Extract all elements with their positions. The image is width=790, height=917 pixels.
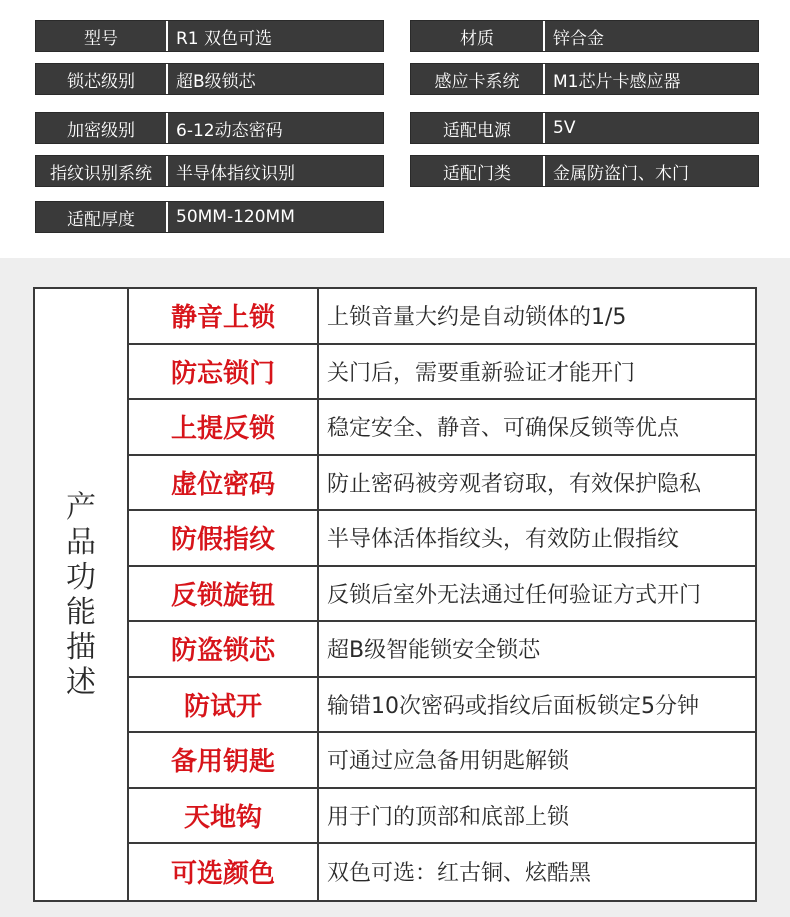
feature-name: 可选颜色 [129,844,319,900]
feature-desc: 超B级智能锁安全锁芯 [327,638,541,664]
feature-desc: 双色可选：红古铜、炫酷黑 [327,861,592,887]
title-char: 功 [66,559,96,595]
spec-material [410,20,759,52]
feature-section [0,258,790,917]
title-char: 能 [66,594,96,630]
feature-name: 虚位密码 [129,456,319,510]
spec-label: 适配厚度 [36,202,166,232]
spec-label: 材质 [411,21,543,51]
feature-row [129,733,755,789]
feature-desc: 输错10次密码或指纹后面板锁定5分钟 [327,693,699,719]
feature-row [129,345,755,401]
spec-card-system [410,63,759,95]
spec-model [35,20,384,52]
spec-label: 适配电源 [411,113,543,143]
spec-fingerprint [35,155,384,187]
title-char: 产 [66,489,96,525]
feature-name: 防试开 [129,678,319,732]
spec-label: 型号 [36,21,166,51]
feature-table [33,287,757,902]
feature-name: 防盗锁芯 [129,622,319,676]
feature-desc: 半导体活体指纹头，有效防止假指纹 [327,527,680,553]
feature-desc: 关门后，需要重新验证才能开门 [327,360,636,386]
title-char: 描 [66,629,96,665]
spec-value: 5V [543,113,758,143]
feature-row [129,789,755,845]
title-char: 品 [66,524,96,560]
spec-value: 50MM-120MM [166,202,383,232]
spec-value: 超B级锁芯 [166,64,383,94]
spec-section [0,0,790,258]
spec-label: 锁芯级别 [36,64,166,94]
feature-name: 上提反锁 [129,400,319,454]
spec-value: 锌合金 [543,21,758,51]
spec-cylinder-grade [35,63,384,95]
feature-row [129,511,755,567]
feature-name: 天地钩 [129,789,319,843]
feature-desc: 反锁后室外无法通过任何验证方式开门 [327,582,702,608]
feature-row [129,456,755,512]
spec-value: 金属防盗门、木门 [543,156,758,186]
spec-label: 适配门类 [411,156,543,186]
feature-table-title [35,289,129,900]
feature-desc: 可通过应急备用钥匙解锁 [327,749,570,775]
feature-row [129,844,755,900]
feature-row [129,622,755,678]
feature-name: 备用钥匙 [129,733,319,787]
spec-label: 加密级别 [36,113,166,143]
spec-value: 6-12动态密码 [166,113,383,143]
feature-name: 防假指纹 [129,511,319,565]
feature-name: 反锁旋钮 [129,567,319,621]
spec-label: 指纹识别系统 [36,156,166,186]
feature-desc: 稳定安全、静音、可确保反锁等优点 [327,416,680,442]
feature-row [129,289,755,345]
feature-desc: 用于门的顶部和底部上锁 [327,804,570,830]
feature-desc: 上锁音量大约是自动锁体的1/5 [327,305,627,331]
feature-name: 防忘锁门 [129,345,319,399]
feature-row [129,567,755,623]
spec-thickness [35,201,384,233]
spec-value: M1芯片卡感应器 [543,64,758,94]
feature-desc: 防止密码被旁观者窃取，有效保护隐私 [327,471,702,497]
spec-power [410,112,759,144]
spec-value: 半导体指纹识别 [166,156,383,186]
feature-row [129,400,755,456]
spec-encryption [35,112,384,144]
spec-label: 感应卡系统 [411,64,543,94]
feature-row [129,678,755,734]
title-char: 述 [66,664,96,700]
spec-value: R1 双色可选 [166,21,383,51]
feature-name: 静音上锁 [129,289,319,343]
spec-door-type [410,155,759,187]
